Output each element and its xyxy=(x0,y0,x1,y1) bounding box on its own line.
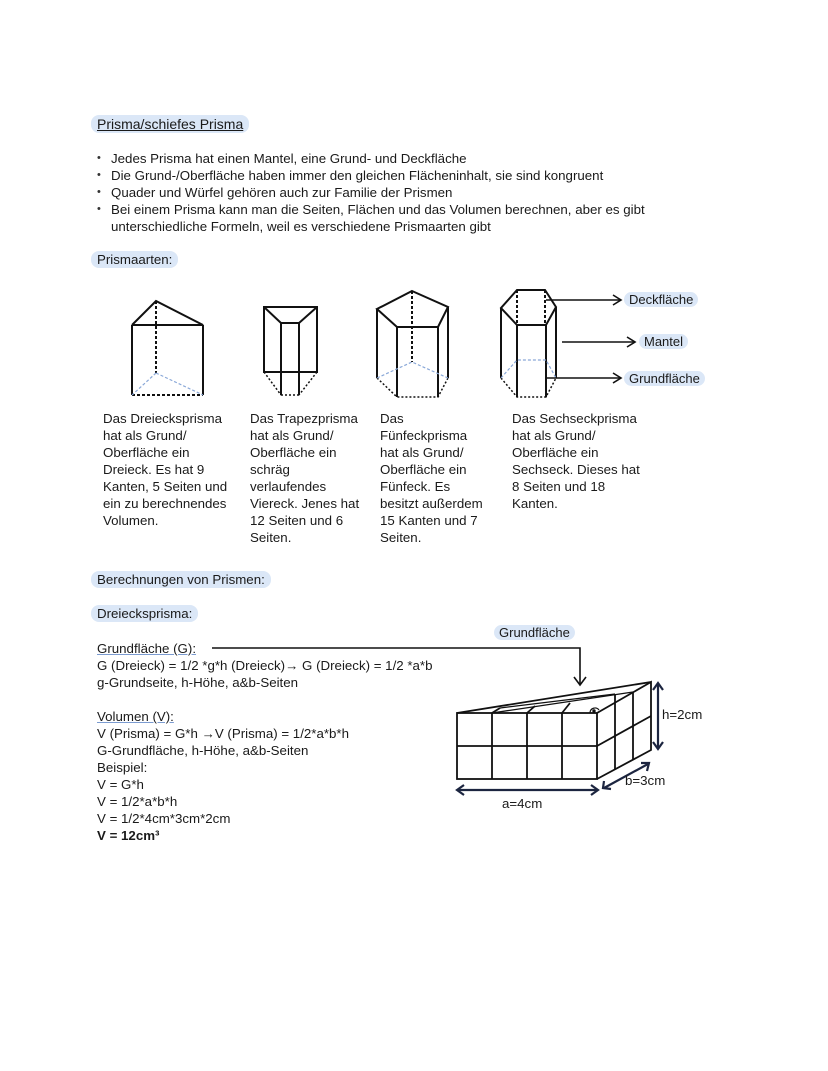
trapezoid-prism-figure xyxy=(264,307,317,395)
description-line: Seiten. xyxy=(250,530,292,545)
grundflaeche-formula-left: G (Dreieck) = 1/2 *g*h (Dreieck) xyxy=(97,658,286,673)
volumen-legend: G-Grundfläche, h-Höhe, a&b-Seiten xyxy=(97,743,309,758)
label-deckflaeche-text: Deckfläche xyxy=(624,292,698,307)
description-line: Seiten. xyxy=(380,530,422,545)
description-line: Kanten. xyxy=(512,496,558,511)
label-grundflaeche-text: Grundfläche xyxy=(624,371,705,386)
volumen-formula-left: V (Prisma) = G*h xyxy=(97,726,202,741)
description-hexagonal-prism xyxy=(512,410,672,512)
description-line: Das Trapezprisma xyxy=(250,411,358,426)
description-line: Viereck. Jenes hat xyxy=(250,496,360,511)
description-line: hat als Grund/ xyxy=(250,428,334,443)
description-line: Das Sechseckprisma xyxy=(512,411,637,426)
description-line: Fünfeck. Es xyxy=(380,479,451,494)
example-step: V = 1/2*4cm*3cm*2cm xyxy=(97,811,231,826)
hexagonal-prism-figure xyxy=(501,290,635,397)
description-trapezoid-prism xyxy=(250,410,380,546)
arrow-icon: → xyxy=(285,658,299,673)
description-line: Oberfläche ein xyxy=(250,445,337,460)
description-line: Volumen. xyxy=(103,513,159,528)
description-line: hat als Grund/ xyxy=(103,428,187,443)
description-pentagonal-prism xyxy=(380,410,510,546)
description-line: besitzt außerdem xyxy=(380,496,483,511)
prismaarten-heading xyxy=(97,252,178,267)
volumen-block xyxy=(97,708,349,844)
description-line: 8 Seiten und 18 xyxy=(512,479,606,494)
section-title xyxy=(97,116,249,132)
label-grundflaeche xyxy=(624,371,705,386)
section-title-text: Prisma/schiefes Prisma xyxy=(91,115,249,133)
grundflaeche-legend: g-Grundseite, h-Höhe, a&b-Seiten xyxy=(97,675,299,690)
description-line: hat als Grund/ xyxy=(512,428,596,443)
bullet-item: • Die Grund-/Oberfläche haben immer den gleichen Flächeninhalt, sie sind kongruent xyxy=(97,167,717,184)
label-mantel-text: Mantel xyxy=(639,334,688,349)
prism-illustrations xyxy=(0,280,828,410)
label-deckflaeche xyxy=(624,292,698,307)
berechnungen-heading xyxy=(97,572,271,587)
volumen-formula xyxy=(97,725,349,742)
description-triangular-prism xyxy=(103,410,253,529)
depth-label: b=3cm xyxy=(625,773,666,788)
description-line: verlaufendes xyxy=(250,479,327,494)
arrow-icon: → xyxy=(201,726,215,741)
description-line: Kanten, 5 Seiten und xyxy=(103,479,228,494)
label-mantel xyxy=(639,334,688,349)
bullet-item: • Quader und Würfel gehören auch zur Familie der Prismen xyxy=(97,184,717,201)
example-result: V = 12cm³ xyxy=(97,828,160,843)
description-line: schräg xyxy=(250,462,290,477)
prismaarten-heading-text: Prismaarten: xyxy=(91,251,178,268)
width-label: a=4cm xyxy=(502,796,543,811)
description-line: hat als Grund/ xyxy=(380,445,464,460)
height-label: h=2cm xyxy=(662,707,703,722)
grundflaeche-formula-right: G (Dreieck) = 1/2 *a*b xyxy=(298,658,433,673)
grundflaeche-formula xyxy=(97,657,433,674)
example-step: V = G*h xyxy=(97,777,144,792)
bullet-item: • Jedes Prisma hat einen Mantel, eine Grund- und Deckfläche xyxy=(97,150,717,167)
example-step: V = 1/2*a*b*h xyxy=(97,794,178,809)
description-line: Sechseck. Dieses hat xyxy=(512,462,640,477)
volumen-formula-right: V (Prisma) = 1/2*a*b*h xyxy=(214,726,349,741)
volumen-title: Volumen (V): xyxy=(97,709,174,724)
description-line: Oberfläche ein xyxy=(103,445,190,460)
bullet-list xyxy=(97,150,717,235)
bullet-item: • Bei einem Prisma kann man die Seiten, Flächen und das Volumen berechnen, aber es gibt unterschiedliche Formeln, weil es verschiedene Prismaarten gibt xyxy=(97,201,717,235)
description-line: Das Dreiecksprisma xyxy=(103,411,222,426)
description-line: Oberfläche ein xyxy=(512,445,599,460)
dreiecksprisma-heading-text: Dreiecksprisma: xyxy=(91,605,198,622)
grundflaeche-title: Grundfläche (G): xyxy=(97,641,197,656)
dreiecksprisma-heading xyxy=(97,606,198,621)
triangular-prism-figure xyxy=(132,301,203,395)
description-line: Das xyxy=(380,411,404,426)
description-line: Fünfeckprisma xyxy=(380,428,468,443)
example-label: Beispiel: xyxy=(97,760,148,775)
description-line: ein zu berechnendes xyxy=(103,496,227,511)
description-line: 15 Kanten und 7 xyxy=(380,513,478,528)
description-line: Dreieck. Es hat 9 xyxy=(103,462,205,477)
figure-pointer-label-text: Grundfläche xyxy=(494,625,575,640)
figure-pointer-label xyxy=(494,625,575,640)
berechnungen-heading-text: Berechnungen von Prismen: xyxy=(91,571,271,588)
pentagonal-prism-figure xyxy=(377,291,448,397)
grundflaeche-block xyxy=(97,640,433,691)
description-line: 12 Seiten und 6 xyxy=(250,513,344,528)
description-line: Oberfläche ein xyxy=(380,462,467,477)
